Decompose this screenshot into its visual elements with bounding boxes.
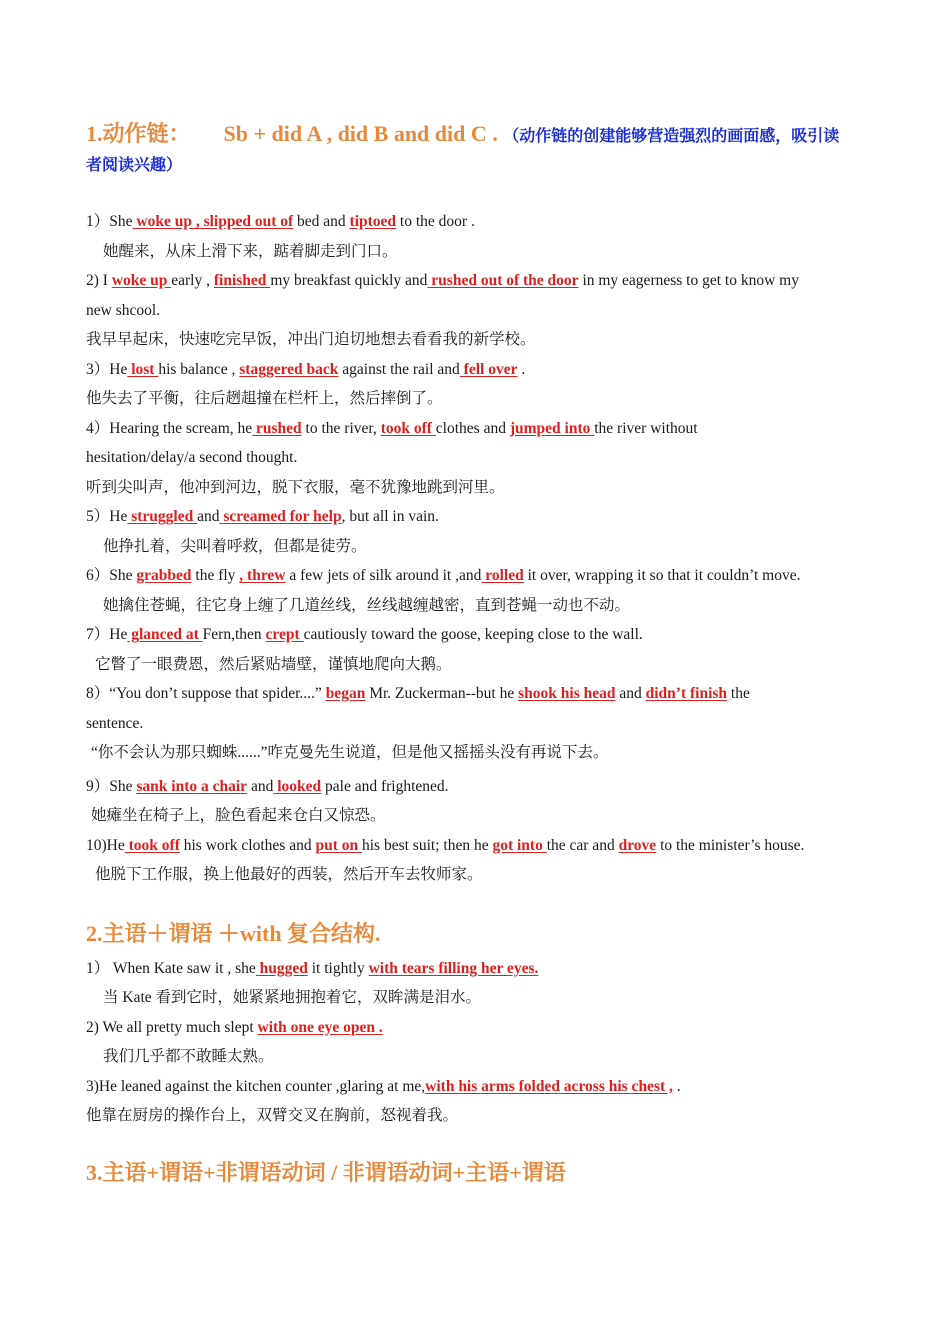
example-5 bbox=[86, 502, 876, 561]
section-1-title-line bbox=[86, 118, 876, 153]
with-example-3 bbox=[86, 1072, 876, 1131]
highlight-verb: hugged bbox=[255, 959, 308, 977]
highlight-verb: fell over bbox=[459, 360, 518, 378]
highlight-verb: didn’t finish bbox=[645, 685, 728, 702]
with-example-1-zh: 当 Kate 看到它时，她紧紧地拥抱着它，双眸满是泪水。 bbox=[103, 989, 482, 1006]
highlight-verb: took off bbox=[380, 419, 436, 437]
highlight-verb: rushed bbox=[252, 419, 302, 437]
highlight-verb: jumped into bbox=[509, 419, 595, 437]
example-8-en: 8）“You don’t suppose that spider....” began Mr. Zuckerman--but he shook his head and didn’t finish the bbox=[86, 685, 750, 702]
with-example-3-zh: 他靠在厨房的操作台上，双臂交叉在胸前，怒视着我。 bbox=[86, 1107, 459, 1124]
highlight-verb: looked bbox=[273, 777, 322, 795]
example-8 bbox=[86, 679, 876, 768]
highlight-verb: finished bbox=[213, 272, 271, 289]
highlight-verb: sank into a chair bbox=[136, 777, 248, 795]
example-4-en: 4）Hearing the scream, he rushed to the river, took off clothes and jumped into the river without bbox=[86, 419, 698, 437]
example-8-en-cont: sentence. bbox=[86, 714, 144, 732]
example-10-zh: 他脱下工作服，换上他最好的西装，然后开车去牧师家。 bbox=[95, 866, 483, 883]
with-example-1 bbox=[86, 954, 876, 1013]
highlight-verb: grabbed bbox=[136, 567, 192, 584]
example-2-zh: 我早早起床，快速吃完早饭，冲出门迫切地想去看看我的新学校。 bbox=[86, 331, 536, 348]
document-page bbox=[86, 118, 876, 1189]
section-1-title: 1.动作链： bbox=[86, 121, 191, 146]
example-3 bbox=[86, 355, 876, 414]
example-2-en: 2) I woke up early , finished my breakfast quickly and rushed out of the door in my eagerness to get to know my bbox=[86, 272, 799, 289]
example-5-zh: 他挣扎着，尖叫着呼救，但都是徒劳。 bbox=[103, 537, 367, 555]
highlight-verb: put on bbox=[315, 836, 362, 854]
example-9-en: 9）She sank into a chair and looked pale and frightened. bbox=[86, 777, 449, 795]
highlight-verb: got into bbox=[492, 836, 547, 854]
highlight-verb: began bbox=[325, 685, 366, 702]
section-1-formula: Sb + did A , did B and did C . bbox=[223, 121, 498, 146]
highlight-verb: shook his head bbox=[518, 685, 616, 702]
example-3-en: 3）He lost his balance , staggered back against the rail and fell over . bbox=[86, 360, 526, 378]
highlight-verb: took off bbox=[124, 836, 180, 854]
highlight-verb: rushed out of the door bbox=[427, 272, 579, 289]
example-4-en-cont: hesitation/delay/a second thought. bbox=[86, 449, 298, 466]
example-1 bbox=[86, 207, 876, 266]
section-1-heading bbox=[86, 118, 876, 179]
with-example-2-en: 2) We all pretty much slept with one eye open . bbox=[86, 1018, 383, 1036]
example-9-zh: 她瘫坐在椅子上，脸色看起来仓白又惊恐。 bbox=[91, 807, 386, 824]
highlight-verb: staggered back bbox=[239, 360, 339, 378]
highlight-with-phrase: with one eye open . bbox=[257, 1018, 383, 1036]
example-9 bbox=[86, 772, 876, 831]
example-6-en: 6）She grabbed the fly , threw a few jets of silk around it ,and rolled it over, wrapping it so that it couldn’t move. bbox=[86, 567, 801, 584]
example-1-zh: 她醒来，从床上滑下来，踮着脚走到门口。 bbox=[103, 242, 398, 260]
example-4 bbox=[86, 414, 876, 503]
section-2-title: 2.主语＋谓语 ＋with 复合结构. bbox=[86, 920, 381, 946]
example-1-en: 1）She woke up , slipped out of bed and tiptoed to the door . bbox=[86, 213, 475, 230]
example-3-zh: 他失去了平衡，往后趔趄撞在栏杆上，然后摔倒了。 bbox=[86, 390, 443, 407]
highlight-verb: woke up bbox=[111, 272, 172, 289]
highlight-verb: , threw bbox=[239, 567, 286, 584]
example-4-zh: 听到尖叫声，他冲到河边，脱下衣服，毫不犹豫地跳到河里。 bbox=[86, 478, 505, 496]
highlight-verb: screamed for help bbox=[219, 508, 342, 525]
highlight-with-phrase: with his arms folded across his chest , bbox=[425, 1077, 673, 1095]
highlight-verb: lost bbox=[127, 360, 159, 378]
highlight-verb: rolled bbox=[481, 567, 524, 584]
section-3-title: 3.主语+谓语+非谓语动词 / 非谓语动词+主语+谓语 bbox=[86, 1159, 566, 1185]
highlight-verb: tiptoed bbox=[349, 213, 397, 230]
example-6-zh: 她擒住苍蝇，往它身上缠了几道丝线，丝线越缠越密，直到苍蝇一动也不动。 bbox=[103, 596, 631, 614]
example-7-en: 7）He glanced at Fern,then crept cautiously toward the goose, keeping close to the wall. bbox=[86, 626, 643, 643]
section-1-note: （动作链的创建能够营造强烈的画面感，吸引读 bbox=[503, 128, 840, 145]
example-7 bbox=[86, 620, 876, 679]
highlight-verb: glanced at bbox=[127, 626, 203, 643]
section-1-note-cont: 者阅读兴趣） bbox=[86, 157, 183, 174]
highlight-verb: crept bbox=[265, 626, 304, 643]
highlight-verb: struggled bbox=[127, 508, 198, 525]
example-2-en-cont: new shcool. bbox=[86, 301, 161, 319]
highlight-with-phrase: with tears filling her eyes. bbox=[368, 959, 539, 977]
example-7-zh: 它瞥了一眼费恩，然后紧贴墙壁，谨慎地爬向大鹅。 bbox=[95, 655, 452, 673]
example-5-en: 5）He struggled and screamed for help, but all in vain. bbox=[86, 508, 439, 525]
highlight-verb: drove bbox=[618, 836, 657, 854]
example-8-zh: “你不会认为那只蜘蛛......”咋克曼先生说道，但是他又摇摇头没有再说下去。 bbox=[91, 744, 609, 761]
example-10-en: 10)He took off his work clothes and put on his best suit; then he got into the car and drove to the minister’s house. bbox=[86, 836, 805, 854]
with-example-2 bbox=[86, 1013, 876, 1072]
highlight-verb: woke up , slipped out of bbox=[132, 213, 294, 230]
example-10 bbox=[86, 831, 876, 890]
example-2 bbox=[86, 266, 876, 355]
with-example-1-en: 1） When Kate saw it , she hugged it tightly with tears filling her eyes. bbox=[86, 959, 539, 977]
example-6 bbox=[86, 561, 876, 620]
with-example-2-zh: 我们几乎都不敢睡太熟。 bbox=[103, 1048, 274, 1065]
with-example-3-en: 3)He leaned against the kitchen counter ,glaring at me,with his arms folded across his chest , . bbox=[86, 1077, 681, 1095]
